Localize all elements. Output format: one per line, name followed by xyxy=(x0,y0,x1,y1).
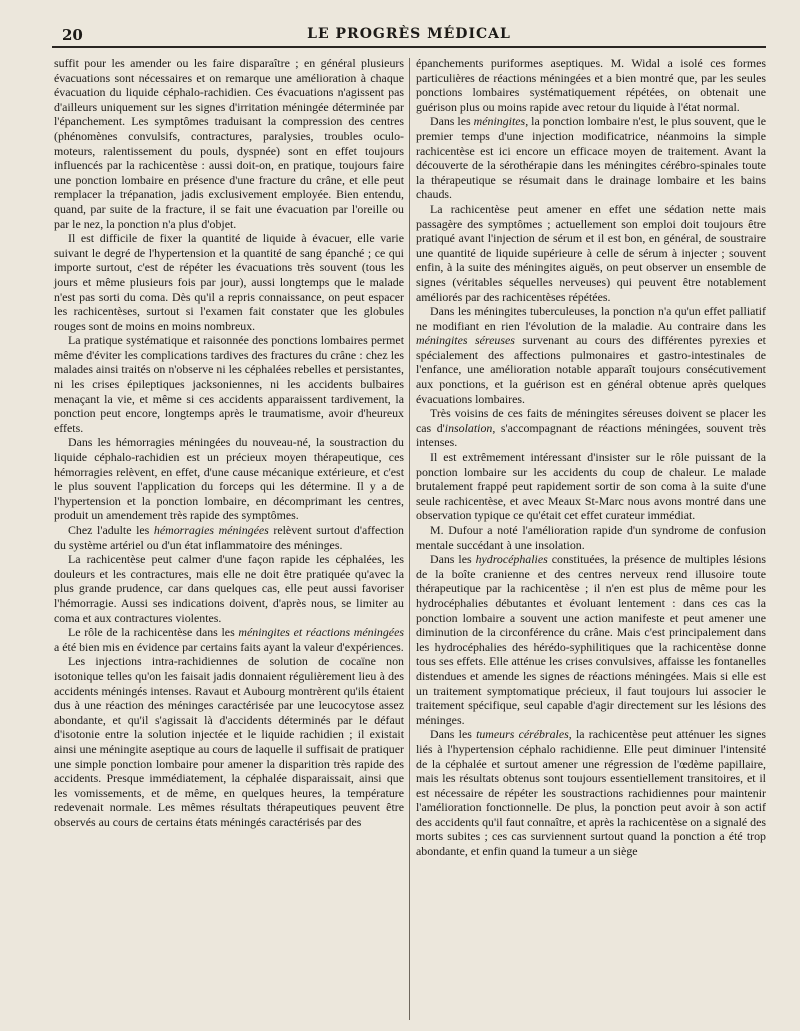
italic-term: tumeurs cérébrales xyxy=(476,727,569,742)
journal-title: LE PROGRÈS MÉDICAL xyxy=(307,26,511,42)
text-run: Dans les hémorragies méningées du nouveau-né, la soustraction du liquide céphalo-rachidien est un précieux moyen thérapeutique, ces hémorragies relèvent, en effet, d'une cause mécanique extérieure, et c'est le plus souvent l'application du forceps qui les détermine. Il y a de l'hypertension et la ponction lombaire, en décomprimant les centres, produit un amendement très rapide des symptômes. xyxy=(54,435,404,523)
text-run: Il est difficile de fixer la quantité de liquide à évacuer, elle varie suivant le degré de l'hypertension et la quantité de sang épanché ; ce qui importe surtout, c'est de répéter les évacuations très souvent (tous les jours et même plusieurs fois par jour), aussi longtemps que le malade n'est pas sorti du coma. Dès qu'il a repris connaissance, on peut espacer les rachicentèses, surtout si l'examen fait constater que les globules rouges sont de moins en moins nombreux. xyxy=(54,231,404,333)
text-run: M. Dufour a noté l'amélioration rapide d'un syndrome de confusion mentale succédant à une insolation. xyxy=(416,523,766,552)
header-rule xyxy=(52,46,766,48)
paragraph xyxy=(54,654,404,829)
italic-term: hydrocéphalies xyxy=(475,552,548,567)
column-divider xyxy=(409,58,410,1020)
text-run: Le rôle de la rachicentèse dans les xyxy=(68,625,239,640)
text-run: La pratique systématique et raisonnée des ponctions lombaires permet même d'éviter les complications tardives des fractures du crâne : chez les malades ainsi traités on n'observe ni les céphalées rebelles et persistantes, ni les crises épileptiques jacksoniennes, ni les accidents bulbaires menaçant la vie, et même si ces accidents apparaissent tardivement, la ponction peut encore, longtemps après le traumatisme, avoir d'heureux effets. xyxy=(54,333,404,435)
text-run: Les injections intra-rachidiennes de solution de cocaïne non isotonique telles qu'on les faisait jadis donnaient régulièrement lieu à des accidents méningés intenses. Ravaut et Aubourg montrèrent qu'ils étaient dus à une réaction des méninges caractérisée par une leucocytose assez abondante, et qu'il s'agissait là d'accidents déterminés par le défaut d'isotonie entre la solution injectée et le liquide rachidien ; il existait ainsi une méningite aseptique au cours de laquelle il suffisait de pratiquer une simple ponction lombaire pour amener la disparition très rapide des accidents. Presque immédiatement, la céphalée disparaissait, ainsi que les vomissements, et de même, en quelques heures, la température redevenait normale. Les mêmes résultats thérapeutiques peuvent être observés au cours de certains états méningés caractérisés par des xyxy=(54,654,404,829)
text-run: Dans les xyxy=(430,552,476,567)
right-column xyxy=(416,56,766,859)
paragraph xyxy=(54,523,404,552)
text-run: suffit pour les amender ou les faire disparaître ; en général plusieurs évacuations sont nécessaires et on remarque une amélioration à chaque évacuation du liquide céphalo-rachidien. Ces évacuations n'agissent pas d'ailleurs uniquement sur les signes d'irritation méningée déterminée par l'épanchement. Les symptômes traduisant la compression des centres (phénomènes convulsifs, contractures, paralysies, troubles oculo-moteurs, ralentissement du pouls, dyspnée) sont en effet toujours influencés par la rachicentèse : aussi doit-on, en pratique, toujours faire une ponction lombaire en présence d'une fracture du crâne, et elle peut remplacer la trépanation, jadis exclusivement employée. Bien entendu, quand, par suite de la fracture, il se fait une évacuation par l'oreille ou par le nez, la ponction n'a plus d'objet. xyxy=(54,56,404,231)
paragraph xyxy=(54,231,404,333)
paragraph xyxy=(54,333,404,435)
italic-term: hémorragies méningées xyxy=(153,523,269,537)
text-run: Dans les méningites tuberculeuses, la ponction n'a qu'un effet palliatif ne modifiant en rien l'évolution de la maladie. Au contraire dans les xyxy=(416,304,766,333)
italic-term: méningites séreuses xyxy=(416,333,515,348)
paragraph xyxy=(416,552,766,727)
italic-term: insolation xyxy=(444,420,493,435)
text-run: Il est extrêmement intéressant d'insister sur le rôle puissant de la ponction lombaire sur les accidents du coup de chaleur. Le malade brutalement frappé peut rapidement sortir de son coma à la suite d'une seule rachicentèse, et avec Meaux St-Marc nous avons montré dans une observation typique ce qu'était cet effet curateur immédiat. xyxy=(416,450,766,523)
paragraph xyxy=(416,727,766,858)
paragraph xyxy=(416,202,766,304)
page-header xyxy=(52,24,766,46)
paragraph xyxy=(416,56,766,114)
text-run: épanchements puriformes aseptiques. M. Widal a isolé ces formes particulières de réactions méningées et a bien montré que, par les seules ponctions lombaires systématiquement répétées, on obtenait une guérison plus ou moins rapide avec retour du liquide à l'état normal. xyxy=(416,56,766,114)
text-run: La rachicentèse peut amener en effet une sédation nette mais passagère des symptômes ; actuellement son emploi doit toujours être pratiqué avant l'injection de sérum et il est bon, en général, de soustraire une quantité de liquide supérieure à celle de sérum à injecter ; souvent enfin, à la suite des méningites aiguës, on peut observer un ensemble de signes (véritables séquelles nerveuses) qui peuvent être notablement améliorés par des rachicentèses répétées. xyxy=(416,201,766,304)
text-run: Chez l'adulte les xyxy=(68,523,154,537)
page-number: 20 xyxy=(62,26,83,44)
text-run: , s'accompagnant de réactions méningées, souvent très intenses. xyxy=(416,420,766,450)
paragraph xyxy=(54,435,404,523)
text-run: relèvent surtout d'affection du système artériel ou d'un état inflammatoire des méninges. xyxy=(54,523,404,552)
left-column xyxy=(54,56,404,829)
paragraph xyxy=(416,114,766,202)
paragraph xyxy=(416,450,766,523)
paragraph xyxy=(416,406,766,450)
text-run: constituées, la présence de multiples lésions de la boîte cranienne et des centres nerveux rend illusoire toute thérapeutique par la rachicentèse ; il n'en est plus de même pour les hydrocéphalies débutantes et évoluant lentement : dans ces cas la ponction lombaire a souvent une action manifeste et peut amener une diminution de la circonférence du crâne. Mais c'est principalement dans les hydrocéphalies des hérédo-syphilitiques que la rachicentèse donne tous ses effets. Elle atténue les crises convulsives, affaisse les fontanelles distendues et amende les signes de réactions méningées. Mais si elle est un traitement symptomatique précieux, il faut toujours lui associer le traitement spécifique, seul capable d'agir directement sur les lésions des méninges. xyxy=(416,552,766,727)
paragraph xyxy=(54,552,404,625)
text-run: , la ponction lombaire n'est, le plus souvent, que le premier temps d'une injection modificatrice, néanmoins la simple rachicentèse est ici encore un efficace moyen de traitement. Avant la découverte de la sérothérapie dans les méningites cérébro-spinales toute la thérapeutique se résumait dans le drainage lombaire et les bains chauds. xyxy=(416,114,766,202)
text-run: La rachicentèse peut calmer d'une façon rapide les céphalées, les douleurs et les contractures, mais elle ne doit être pratiquée qu'avec la plus grande prudence, car dans quelques cas, elle peut aussi favoriser l'hémorragie. Aussi ses indications doivent, d'après nous, se limiter au coma et aux contractures violentes. xyxy=(54,552,404,625)
paragraph xyxy=(416,523,766,552)
text-run: , la rachicentèse peut atténuer les signes liés à l'hypertension céphalo rachidienne. Elle peut diminuer l'intensité de la céphalée et surtout amener une régression de l'œdème papillaire, mais les résultats obtenus sont toujours essentiellement transitoires, et il est nécessaire de répéter les soustractions rachidiennes pour maintenir l'amélioration fonctionnelle. De plus, la ponction peut avoir à son actif des accidents qu'il faut connaître, et après la rachicentèse on a signalé des morts subites ; ces cas surviennent surtout quand la ponction a été trop abondante, et enfin quand la tumeur a un siège xyxy=(416,727,767,859)
text-run: survenant au cours des différentes pyrexies et spécialement des affections pulmonaires et gastro-intestinales de l'enfance, une amélioration notable apparaît toujours consécutivement aux ponctions, et la guérison est en général obtenue après quelques évacuations lombaires. xyxy=(416,333,766,406)
text-run: Dans les xyxy=(430,114,474,129)
text-run: Dans les xyxy=(430,727,477,742)
paragraph xyxy=(416,304,766,406)
text-run: a été bien mis en évidence par certains faits ayant la valeur d'expériences. xyxy=(54,639,404,654)
paragraph xyxy=(54,625,404,654)
italic-term: méningites et réactions méningées xyxy=(238,625,404,640)
paragraph xyxy=(54,56,404,231)
text-run: Très voisins de ces faits de méningites séreuses doivent se placer les cas d' xyxy=(416,406,766,435)
italic-term: méningites xyxy=(473,114,526,129)
